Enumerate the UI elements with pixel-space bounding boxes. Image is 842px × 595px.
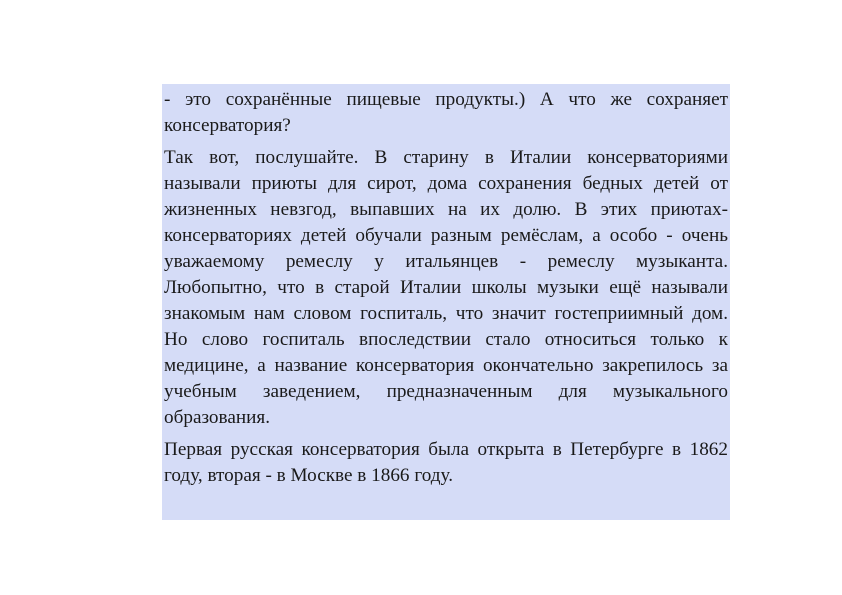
paragraph-intro: - это сохранённые пищевые продукты.) А что же сохраняет консерватория? <box>164 89 728 136</box>
paragraph-russian-conservatories: Первая русская консерватория была открыта в Петербурге в 1862 году, вторая - в Москве в 1866 году. <box>164 439 728 486</box>
text-block <box>162 84 730 520</box>
paragraph-history: Так вот, послушайте. В старину в Италии консерваториями называли приюты для сирот, дома сохранения бедных детей от жизненных невзгод, выпавших на их долю. В этих приютах-консерваториях детей обучали разным ремёслам, а особо - очень уважаемому ремеслу у итальянцев - ремеслу музыканта. Любопытно, что в старой Италии школы музыки ещё называли знакомым нам словом госпиталь, что значит гостеприимный дом. Но слово госпиталь впоследствии стало относиться только к медицине, а название консерватория окончательно закрепилось за учебным заведением, предназначенным для музыкального образования. <box>164 147 728 428</box>
